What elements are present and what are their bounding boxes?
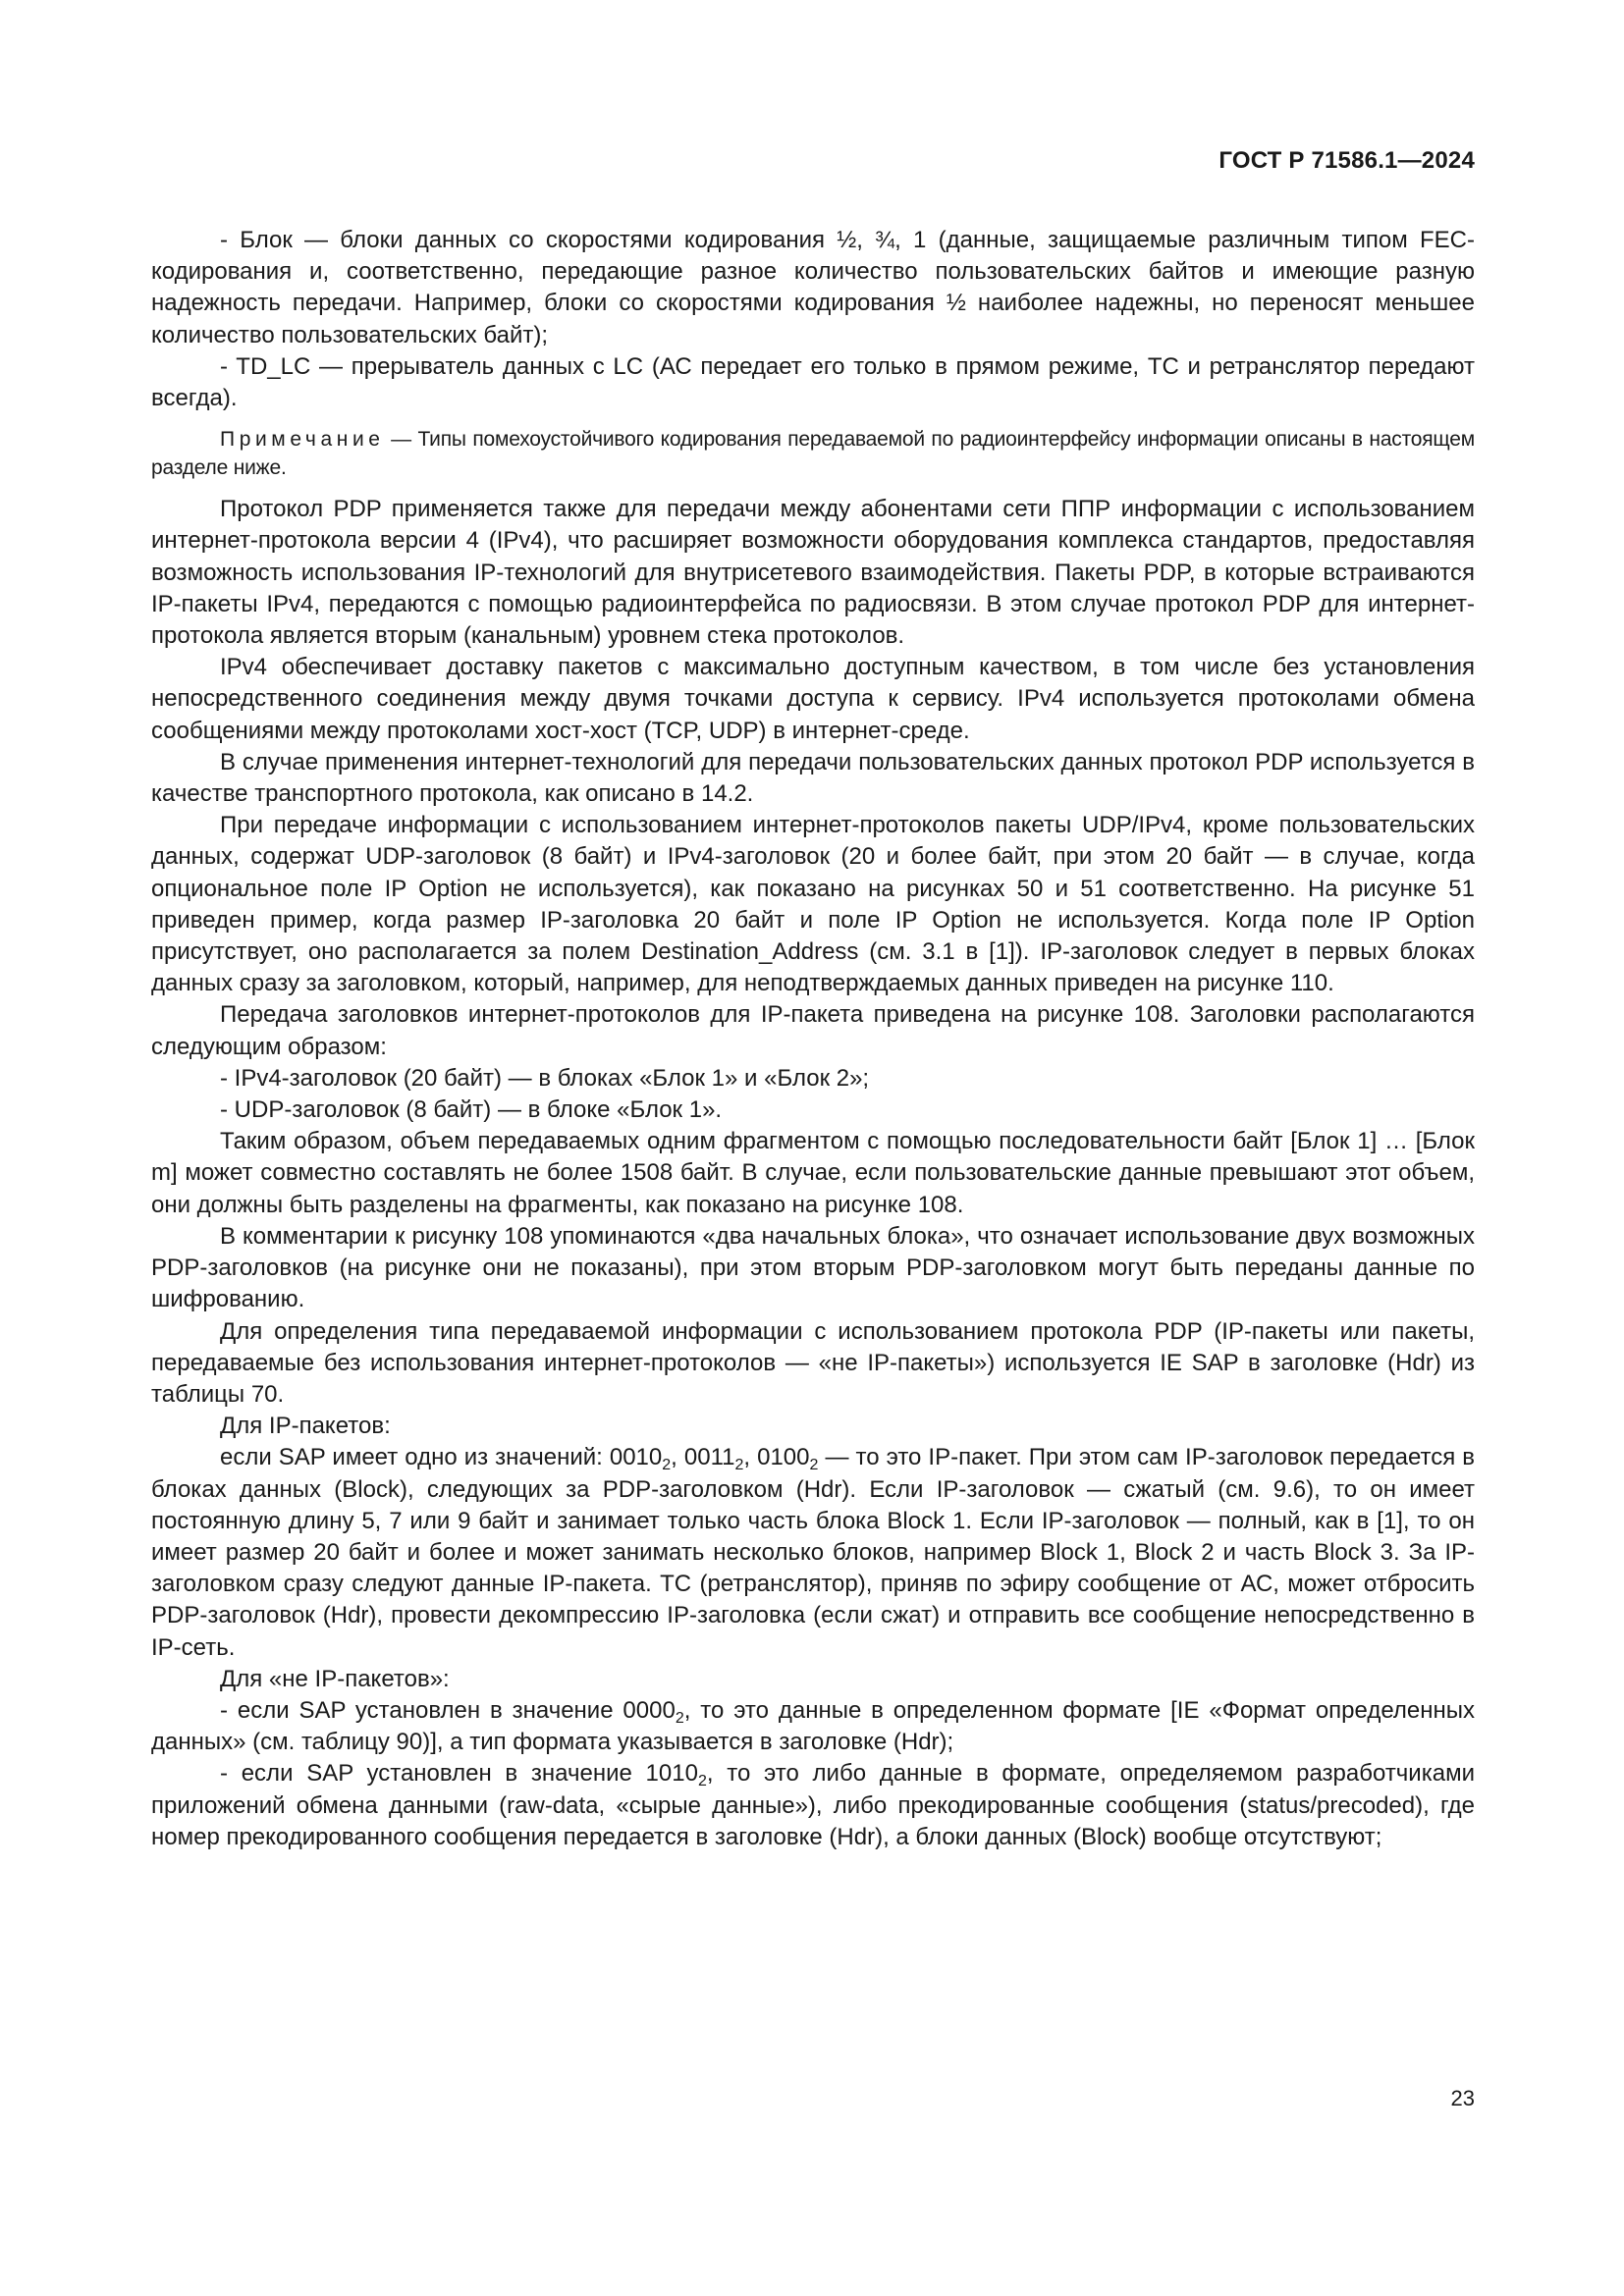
paragraph-block-definition: - Блок — блоки данных со скоростями кодирования ½, ¾, 1 (данные, защищаемые различным типом FEC-кодирования и, соответственно, передающие разное количество пользовательских байтов и имеющие разную надежность передачи. Например, блоки со скоростями кодирования ½ наиболее надежны, но переносят меньшее количество пользовательских байт); [151,227,1475,348]
sap-ip-text-b: , 0011 [671,1444,735,1471]
paragraph-transport-protocol: В случае применения интернет-технологий для передачи пользовательских данных протокол PDP используется в качестве транспортного протокола, как описано в 14.2. [151,748,1476,808]
sap-0000-text-a: - если SAP установлен в значение 0000 [220,1696,676,1724]
paragraph-pdp-ipv4: Протокол PDP применяется также для передачи между абонентами сети ППР информации с использованием интернет-протокола версии 4 (IPv4), что расширяет возможности оборудования комплекса стандартов, предоставляя возможность использования IP-технологий для внутрисетевого взаимодействия. Пакеты PDP, в которые встраиваются IP-пакеты IPv4, передаются с помощью радиоинтерфейса по радиосвязи. В этом случае протокол PDP для интернет-протокола является вторым (канальным) уровнем стека протоколов. [151,496,1475,650]
paragraph-ip-packets-title: Для IP-пакетов: [220,1413,391,1440]
sap-ip-text-d: — то это IP-пакет. При этом сам IP-заголовок передается в блоках данных (Block), следующих за PDP-заголовком (Hdr). Если IP-заголовок — сжатый (см. 9.6), то он имеет постоянную длину 5, 7 или 9 байт и занимает только часть блока Block 1. Если IP-заголовок — полный, как в [1], то он имеет размер 20 байт и более и может занимать несколько блоков, например Block 1, Block 2 и часть Block 3. За IP-заголовком сразу следуют данные IP-пакета. ТС (ретранслятор), приняв по эфиру сообщение от АС, может отбросить PDP-заголовок (Hdr), провести декомпрессию IP-заголовка (если сжат) и отправить все сообщение непосредственно в IP-сеть. [151,1444,1476,1661]
sap-1010-text-a: - если SAP установлен в значение 1010 [220,1760,698,1788]
paragraph-fragment-size: Таким образом, объем передаваемых одним фрагментом с помощью последовательности байт [Блок 1] … [Блок m] может совместно составлять не более 1508 байт. В случае, если пользовательские данные превышают этот объем, они должны быть разделены на фрагменты, как показано на рисунке 108. [151,1128,1475,1218]
sap-1010-text-b: , то это либо данные в формате, определяемом разработчиками приложений обмена данными (raw-data, «сырые данные»), либо прекодированные сообщения (status/precoded), где номер прекодированного сообщения передается в заголовке (Hdr), а блоки данных (Block) вообще отсутствуют; [151,1760,1476,1850]
paragraph-ipv4-delivery: IPv4 обеспечивает доставку пакетов с максимально доступным качеством, в том числе без установления непосредственного соединения между двумя точками доступа к сервису. IPv4 используется протоколами обмена сообщениями между протоколами хост-хост (TCP, UDP) в интернет-среде. [151,654,1475,744]
list-item-sap-1010 [151,1758,1475,1853]
sap-ip-text-c: , 0100 [743,1444,810,1471]
paragraph-udp-ipv4-headers: При передаче информации с использованием интернет-протоколов пакеты UDP/IPv4, кроме пользовательских данных, содержат UDP-заголовок (8 байт) и IPv4-заголовок (20 и более байт, при этом 20 байт — в случае, когда опциональное поле IP Option не используется), как показано на рисунках 50 и 51 соответственно. На рисунке 51 приведен пример, когда размер IP-заголовка 20 байт и поле IP Option не используется. Когда поле IP Option присутствует, оно располагается за полем Destination_Address (см. 3.1 в [1]). IP-заголовок следует в первых блоках данных сразу за заголовком, который, например, для неподтверждаемых данных приведен на рисунке 110. [151,812,1475,997]
list-item-ipv4-header: - IPv4-заголовок (20 байт) — в блоках «Блок 1» и «Блок 2»; [220,1064,870,1092]
paragraph-sap-type: Для определения типа передаваемой информации с использованием протокола PDP (IP-пакеты или пакеты, передаваемые без использования интернет-протоколов — «не IP-пакеты») используется IE SAP в заголовке (Hdr) из таблицы 70. [151,1317,1475,1408]
document-code-header: ГОСТ Р 71586.1—2024 [1218,147,1475,174]
subscript: 2 [734,1457,744,1474]
sap-0000-text-b: , то это данные в определенном формате [IE «Формат определенных данных» (см. таблицу 90)], а тип формата указывается в заголовке (Hdr); [151,1696,1475,1756]
subscript: 2 [675,1709,684,1727]
list-item-sap-0000 [151,1695,1475,1758]
note [151,425,1475,482]
document-body [151,225,1475,1853]
subscript: 2 [697,1773,707,1790]
sap-ip-text-a: если SAP имеет одно из значений: 0010 [220,1444,663,1471]
paragraph-sap-ip-values [151,1442,1475,1663]
paragraph-header-transfer: Передача заголовков интернет-протоколов для IP-пакета приведена на рисунке 108. Заголовки располагаются следующим образом: [151,1001,1475,1060]
list-item-udp-header: - UDP-заголовок (8 байт) — в блоке «Блок 1». [220,1096,723,1124]
note-label: Примечание [220,428,385,452]
paragraph-figure-comment: В комментарии к рисунку 108 упоминаются «два начальных блока», что означает использование двух возможных PDP-заголовков (на рисунке они не показаны), при этом вторым PDP-заголовком могут быть переданы данные по шифрованию. [151,1222,1475,1313]
paragraph-non-ip-title: Для «не IP-пакетов»: [220,1665,450,1692]
subscript: 2 [809,1457,819,1474]
paragraph-td-lc-definition: - TD_LC — прерыватель данных с LC (АС передает его только в прямом режиме, ТС и ретранслятор передают всегда). [151,352,1475,412]
note-text: — Типы помехоустойчивого кодирования передаваемой по радиоинтерфейсу информации описаны в настоящем разделе ниже. [151,428,1475,480]
subscript: 2 [662,1457,672,1474]
page-number: 23 [1450,2086,1475,2110]
